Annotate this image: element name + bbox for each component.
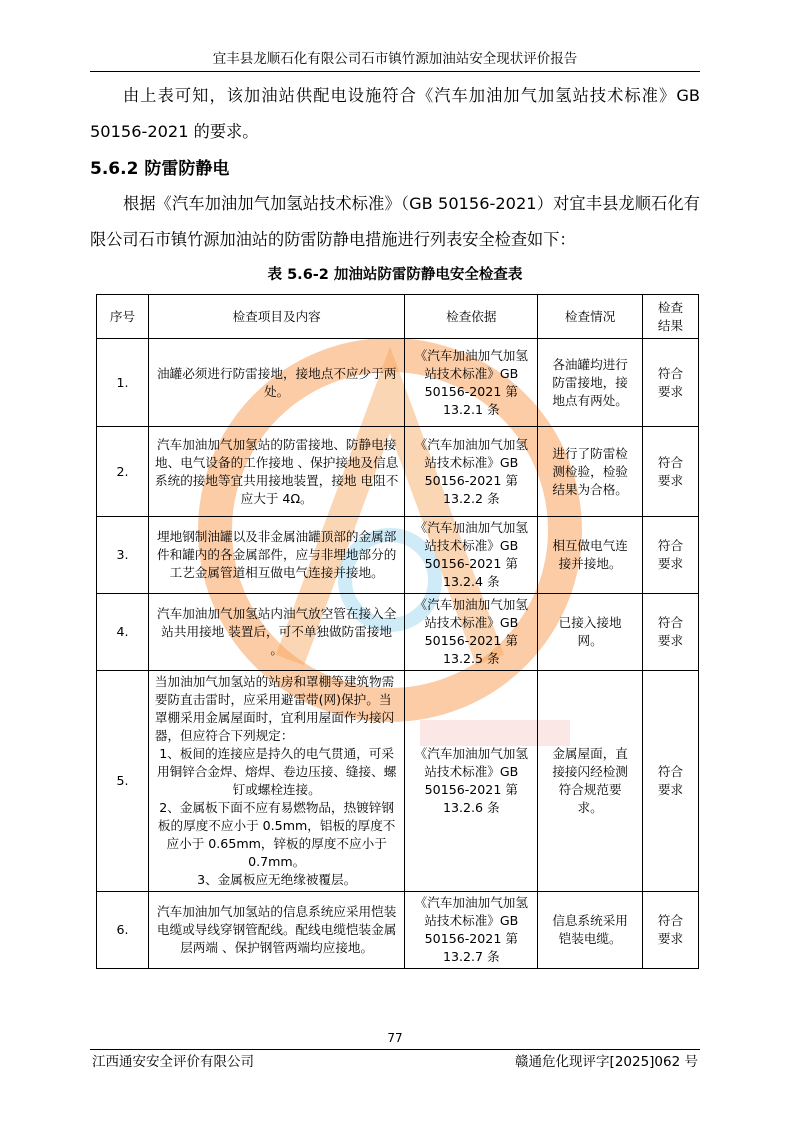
header-status: 检查情况 xyxy=(538,295,643,339)
table-row xyxy=(97,594,699,671)
header-no: 序号 xyxy=(97,295,149,339)
header-result: 检查结果 xyxy=(643,295,699,339)
check-item: 汽车加油加气加氢站的防雷接地、防静电接地、电气设备的工作接地 、保护接地及信息系统的接地等宜共用接地装置，接地 电阻不应大于 4Ω。 xyxy=(148,427,405,517)
table-header-row xyxy=(97,295,699,339)
check-basis: 《汽车加油加气加氢站技术标准》GB 50156-2021 第 13.2.2 条 xyxy=(405,427,538,517)
row-number: 1. xyxy=(97,339,149,427)
check-status: 已接入接地网。 xyxy=(538,594,643,671)
check-basis: 《汽车加油加气加氢站技术标准》GB 50156-2021 第 13.2.4 条 xyxy=(405,517,538,594)
check-item: 汽车加油加气加氢站内油气放空管在接入全站共用接地 装置后，可不单独做防雷接地 。 xyxy=(148,594,405,671)
check-result: 符合要求 xyxy=(643,892,699,969)
check-result: 符合要求 xyxy=(643,339,699,427)
check-status: 金属屋面，直接接闪经检测符合规范要求。 xyxy=(538,671,643,892)
table-row xyxy=(97,517,699,594)
row-number: 6. xyxy=(97,892,149,969)
row-number: 3. xyxy=(97,517,149,594)
check-result: 符合要求 xyxy=(643,594,699,671)
row-number: 4. xyxy=(97,594,149,671)
paragraph-intro: 根据《汽车加油加气加氢站技术标准》（GB 50156-2021）对宜丰县龙顺石化有限公司石市镇竹源加油站的防雷防静电措施进行列表安全检查如下： xyxy=(90,194,700,249)
check-item: 汽车加油加气加氢站的信息系统应采用恺装电缆或导线穿钢管配线。配线电缆恺装金属层两端 、保护钢管两端均应接地。 xyxy=(148,892,405,969)
table-row xyxy=(97,892,699,969)
footer xyxy=(90,1016,700,1122)
check-item-text: 当加油加气加氢站的站房和罩棚等建筑物需要防直击雷时，应采用避雷带(网)保护。当罩棚采用金属屋面时，宜利用屋面作为接闪器，但应符合下列规定： xyxy=(154,674,395,743)
check-status: 进行了防雷检测检验，检验结果为合格。 xyxy=(538,427,643,517)
running-header: 宜丰县龙顺石化有限公司石市镇竹源加油站安全现状评价报告 xyxy=(90,50,700,72)
check-status: 各油罐均进行防雷接地，接地点有两处。 xyxy=(538,339,643,427)
lightning-protection-check-table xyxy=(96,294,699,969)
check-basis: 《汽车加油加气加氢站技术标准》GB 50156-2021 第 13.2.7 条 xyxy=(405,892,538,969)
check-result: 符合要求 xyxy=(643,427,699,517)
table-row xyxy=(97,427,699,517)
check-result: 符合要求 xyxy=(643,671,699,892)
check-result: 符合要求 xyxy=(643,517,699,594)
check-item-clause: 3、金属板应无绝缘被覆层。 xyxy=(197,872,357,887)
check-status: 相互做电气连接并接地。 xyxy=(538,517,643,594)
check-item: 油罐必须进行防雷接地，接地点不应少于两处。 xyxy=(148,339,405,427)
table-row xyxy=(97,339,699,427)
footer-report-number: 赣通危化现评字[2025]062 号 xyxy=(515,1054,698,1070)
section-heading: 5.6.2 防雷防静电 xyxy=(90,159,230,179)
header-basis: 检查依据 xyxy=(405,295,538,339)
footer-company: 江西通安安全评价有限公司 xyxy=(92,1054,254,1070)
table-caption: 表 5.6-2 加油站防雷防静电安全检查表 xyxy=(267,267,523,283)
check-item-clause: 2、金属板下面不应有易燃物品，热镀锌钢板的厚度不应小于 0.5mm，铝板的厚度不应小于 0.65mm，锌板的厚度不应小于 0.7mm。 xyxy=(157,800,396,869)
page-number: 77 xyxy=(90,1030,700,1050)
paragraph-conclusion: 由上表可知，该加油站供配电设施符合《汽车加油加气加氢站技术标准》GB 50156-2021 的要求。 xyxy=(90,86,700,141)
check-item-clause: 1、板间的连接应是持久的电气贯通，可采用铜锌合金焊、熔焊、卷边压接、缝接、螺钉或螺栓连接。 xyxy=(157,746,397,797)
check-item xyxy=(148,671,405,892)
check-basis: 《汽车加油加气加氢站技术标准》GB 50156-2021 第 13.2.1 条 xyxy=(405,339,538,427)
row-number: 2. xyxy=(97,427,149,517)
row-number: 5. xyxy=(97,671,149,892)
header-item: 检查项目及内容 xyxy=(148,295,405,339)
page xyxy=(90,0,700,1122)
table-row xyxy=(97,671,699,892)
check-basis: 《汽车加油加气加氢站技术标准》GB 50156-2021 第 13.2.6 条 xyxy=(405,671,538,892)
check-basis: 《汽车加油加气加氢站技术标准》GB 50156-2021 第 13.2.5 条 xyxy=(405,594,538,671)
check-status: 信息系统采用铠装电缆。 xyxy=(538,892,643,969)
check-item: 埋地钢制油罐以及非金属油罐顶部的金属部件和罐内的各金属部件，应与非埋地部分的工艺金属管道相互做电气连接并接地。 xyxy=(148,517,405,594)
